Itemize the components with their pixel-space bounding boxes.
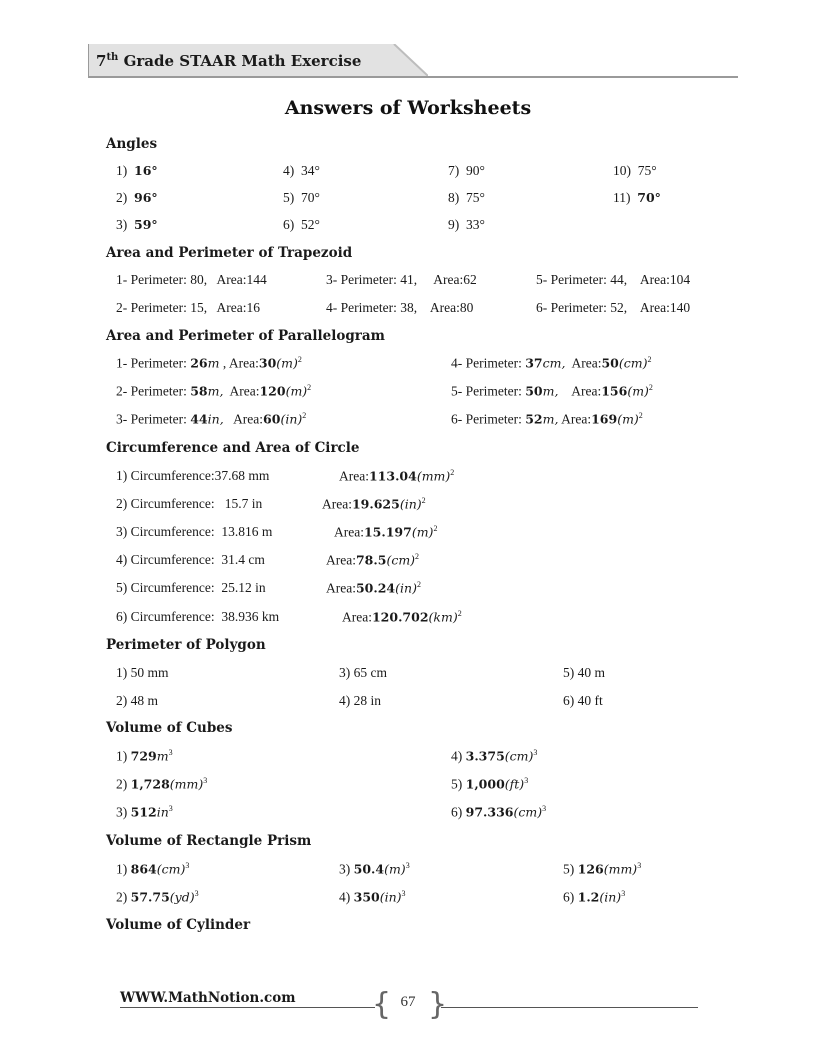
header-rule: [88, 76, 738, 78]
list-item: 5) 126(mm)$^3$: [563, 861, 642, 877]
footer-rule-right: [441, 1007, 698, 1008]
list-item: 4) 28 in: [339, 693, 382, 708]
section-title-prism: Volume of Rectangle Prism: [106, 833, 312, 849]
section-title-angles: Angles: [106, 136, 158, 152]
list-item: Area:50.24(in)$^2$: [326, 580, 421, 596]
list-item: 1) 16°: [116, 163, 158, 178]
list-item: 5- Perimeter: 50m, $Area:156(m)^2$: [451, 383, 653, 399]
right-brace-icon: }: [428, 987, 448, 1022]
page-number: 67: [400, 994, 416, 1010]
list-item: 6) 97.336(cm)$^3$: [451, 804, 547, 820]
section-title-parallelogram: Area and Perimeter of Parallelogram: [106, 328, 385, 344]
list-item: 9) 33°: [448, 217, 485, 232]
list-item: 4- Perimeter: 37cm, Area:50(cm)$^2$: [451, 355, 652, 371]
list-item: 6) 40 ft: [563, 693, 603, 708]
list-item: 2) 57.75(yd)$^3$: [116, 889, 199, 905]
list-item: 3) $50.4(m)^3$: [339, 861, 410, 877]
left-brace-icon: {: [372, 987, 392, 1022]
page-title: Answers of Worksheets: [284, 97, 532, 119]
list-item: Area:78.5(cm)$^2$: [326, 552, 420, 568]
list-item: 4) 350(in)$^3$: [339, 889, 406, 905]
list-item: 6- Perimeter: 52, Area:140: [536, 300, 691, 315]
list-item: Area:19.625(in)$^2$: [322, 496, 426, 512]
list-item: 6- Perimeter: 52m, $Area:169(m)^2$: [451, 411, 643, 427]
list-item: 1) 864(cm)$^3$: [116, 861, 190, 877]
list-item: 5) 1,000(ft)$^3$: [451, 776, 529, 792]
list-item: 1) 50 mm: [116, 665, 169, 680]
list-item: 6) 1.2(in)$^3$: [563, 889, 626, 905]
list-item: 2- Perimeter: 15, Area:16: [116, 300, 260, 315]
list-item: Area:120.702(km)$^2$: [342, 609, 462, 625]
list-item: 7) 90°: [448, 163, 485, 178]
list-item: 4) 34°: [283, 163, 320, 178]
list-item: 5- Perimeter: 44, Area:104: [536, 272, 691, 287]
section-title-cubes: Volume of Cubes: [106, 720, 233, 736]
list-item: 4- Perimeter: 38, Area:80: [326, 300, 474, 315]
list-item: 2) Circumference: 15.7 in: [116, 496, 263, 511]
list-item: 3) $512in^3$: [116, 804, 173, 820]
header-title: 7th Grade STAAR Math Exercise: [96, 52, 362, 70]
list-item: 1- Perimeter: 80, Area:144: [116, 272, 267, 287]
list-item: 3) 65 cm: [339, 665, 387, 680]
list-item: 1) Circumference:37.68 mm: [116, 468, 270, 483]
list-item: 4) 3.375(cm)$^3$: [451, 748, 538, 764]
list-item: 2) 1,728(mm)$^3$: [116, 776, 208, 792]
list-item: 5) 40 m: [563, 665, 606, 680]
section-title-trapezoid: Area and Perimeter of Trapezoid: [106, 245, 353, 261]
list-item: 6) Circumference: 38.936 km: [116, 609, 280, 624]
list-item: 2- Perimeter: 58m, $Area:120(m)^2$: [116, 383, 312, 399]
list-item: 3) Circumference: 13.816 m: [116, 524, 273, 539]
list-item: 8) 75°: [448, 190, 485, 205]
section-title-cylinder: Volume of Cylinder: [106, 917, 251, 933]
list-item: 3) 59°: [116, 217, 158, 232]
list-item: 2) 96°: [116, 190, 158, 205]
list-item: 10) 75°: [613, 163, 657, 178]
section-title-circle: Circumference and Area of Circle: [106, 440, 360, 456]
list-item: 3- Perimeter: 41, Area:62: [326, 272, 477, 287]
list-item: $Area:15.197(m)^2$: [334, 524, 438, 540]
list-item: 5) Circumference: 25.12 in: [116, 580, 266, 595]
list-item: 1) $729m^3$: [116, 748, 173, 764]
list-item: 6) 52°: [283, 217, 320, 232]
list-item: Area:113.04(mm)$^2$: [339, 468, 455, 484]
section-title-polygon: Perimeter of Polygon: [106, 637, 266, 653]
list-item: 4) Circumference: 31.4 cm: [116, 552, 265, 567]
footer-website: WWW.MathNotion.com: [120, 990, 296, 1006]
list-item: 3- Perimeter: 44in, Area:60(in)$^2$: [116, 411, 307, 427]
list-item: 1- Perimeter: 26m , $Area:30(m)^2$: [116, 355, 302, 371]
list-item: 5) 70°: [283, 190, 320, 205]
list-item: 2) 48 m: [116, 693, 159, 708]
list-item: 11) 70°: [613, 190, 661, 205]
footer-rule-left: [120, 1007, 375, 1008]
